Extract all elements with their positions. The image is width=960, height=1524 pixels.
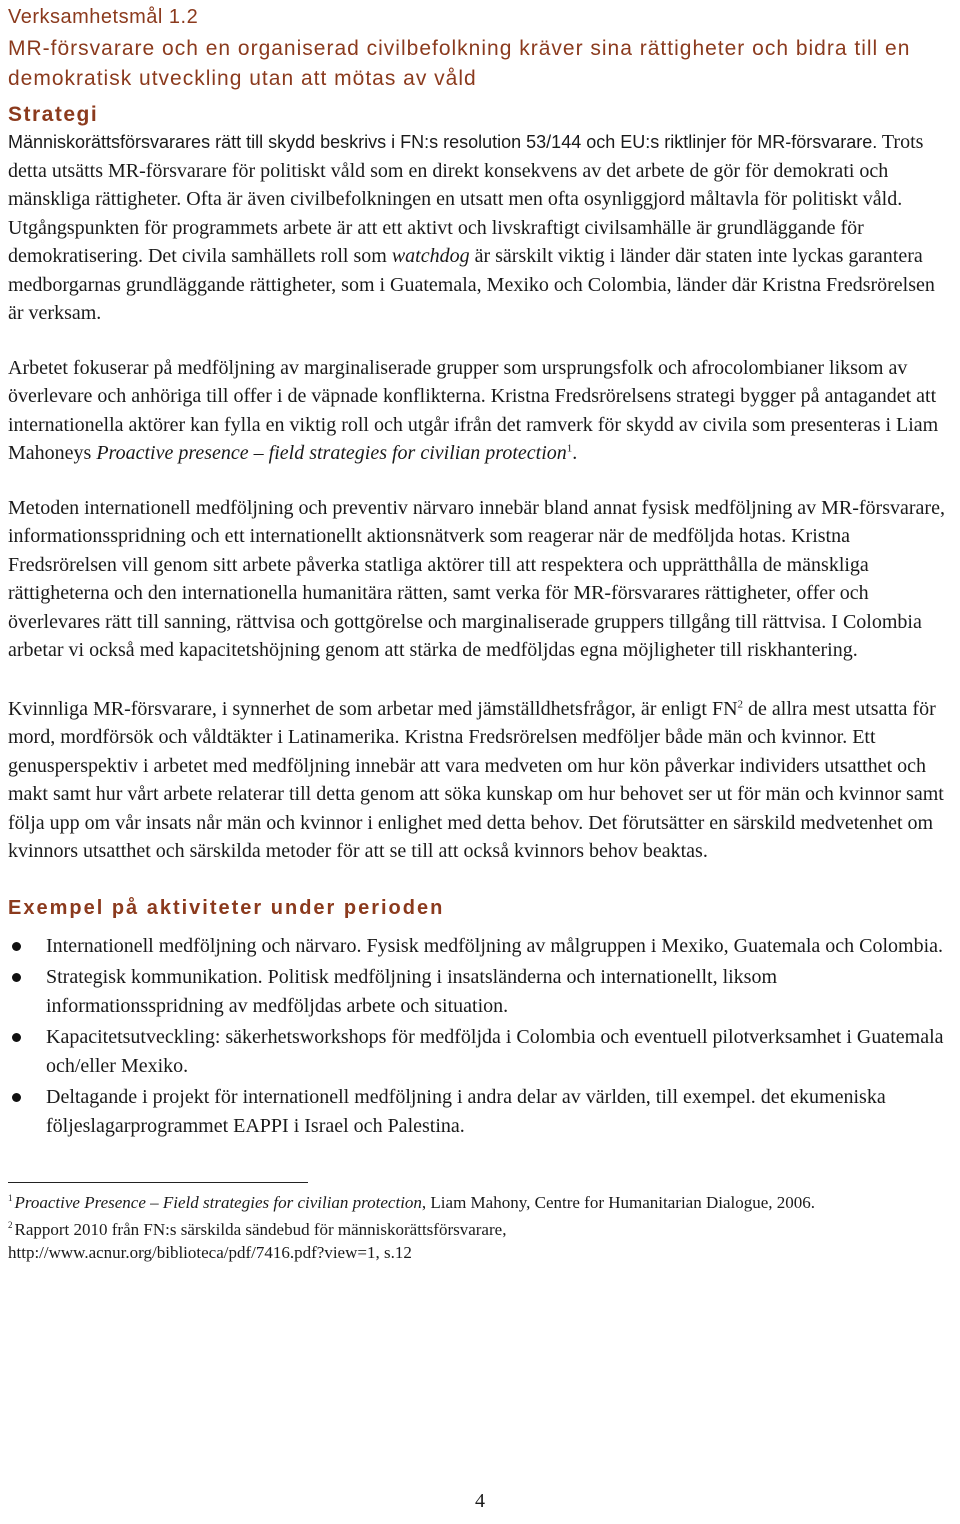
section-kicker: Verksamhetsmål 1.2	[8, 6, 199, 28]
footnote-2-text: Rapport 2010 från FN:s särskilda sändebud för människorättsförsvarare,	[14, 1220, 507, 1239]
strategy-p1-text-b: är särskilt viktig i länder där staten inte lyckas garantera medborgarnas grundläggande rättigheter, som i Guatemala, Mexiko och Colombia, länder där Kristna Fredsrörelsen är verksam.	[8, 245, 935, 324]
bullet-icon	[12, 942, 21, 951]
footnote-1-source: , Liam Mahony, Centre for Humanitarian Dialogue, 2006.	[421, 1193, 816, 1212]
footnote-ref-1[interactable]: 1	[566, 442, 573, 455]
activity-text: Kapacitetsutveckling: säkerhetsworkshops för medföljda i Colombia och eventuell pilotverksamhet i Guatemala och/eller Mexiko.	[46, 1026, 944, 1077]
list-item	[8, 963, 952, 1020]
footnote-2-url[interactable]: http://www.acnur.org/biblioteca/pdf/7416.pdf?view=1,	[8, 1243, 380, 1262]
goal-title: MR-försvarare och en organiserad civilbefolkning kräver sina rättigheter och bidra till en demokratisk utveckling utan att mötas av våld	[8, 37, 911, 90]
page-number: 4	[475, 1490, 485, 1512]
activity-text: Strategisk kommunikation. Politisk medföljning i insatsländerna och internationellt, liksom informationsspridning av medföljdas arbete och situation.	[46, 966, 778, 1017]
strategy-paragraph-1	[8, 128, 952, 328]
strategy-paragraph-3: Metoden internationell medföljning och preventiv närvaro innebär bland annat fysisk medföljning av MR-försvarare, informationsspridning och ett internationellt aktionsnätverk som reagerar när de medföljda hotas. Kristna Fredsrörelsen vill genom sitt arbete påverka statliga aktörer till att respektera och upprätthålla de mänskliga rättigheterna och den internationella humanitära rätten, samt verka för MR-försvarares rättigheter, offer och överlevares rätt till sanning, rättvisa och gottgörelse och marginaliserade gruppers tillgång till rättvisa. I Colombia arbetar vi också med kapacitetshöjning genom att stärka de medföljdas egna möjligheter till riskhantering.	[8, 496, 945, 661]
book-title-reference: Proactive presence – field strategies for civilian protection	[96, 442, 567, 464]
document-page	[8, 0, 952, 1268]
footnote-2	[8, 1218, 952, 1264]
activity-text: Internationell medföljning och närvaro. Fysisk medföljning av målgruppen i Mexiko, Guatemala och Colombia.	[46, 934, 944, 957]
list-item	[8, 932, 952, 961]
strategy-p1-text-a: Trots detta utsätts MR-försvarare för politiskt våld som en direkt konsekvens av det arbete de gör för demokrati och mänskliga rättigheter. Ofta är även civilbefolkningen en utsatt men ofta osynliggjord måltavla för politiskt våld. Utgångspunkten för programmets arbete är att ett aktivt och livskraftigt civilsamhälle är grundläggande för demokratisering. Det civila samhällets roll som	[8, 131, 924, 267]
footnote-ref-2[interactable]: 2	[737, 697, 744, 710]
footnote-divider	[8, 1182, 308, 1183]
bullet-icon	[12, 1093, 21, 1102]
list-item	[8, 1023, 952, 1080]
strategy-p2-text: Arbetet fokuserar på medföljning av marginaliserade grupper som ursprungsfolk och afrocolombianer liksom av överlevare och anhöriga till offer i de väpnade konflikterna. Kristna Fredsrörelsens strategi bygger på antagandet att internationella aktörer kan fylla en viktig roll och utgår ifrån det ramverk för skydd av civila som presenteras i Liam Mahoneys	[8, 356, 939, 464]
strategy-paragraph-2	[8, 354, 952, 468]
strategy-lead-sentence: Människorättsförsvarares rätt till skydd beskrivs i FN:s resolution 53/144 och EU:s riktlinjer för MR-försvarare.	[8, 132, 878, 152]
bullet-icon	[12, 1033, 21, 1042]
activities-list	[8, 932, 952, 1141]
bullet-icon	[12, 973, 21, 982]
strategy-heading: Strategi	[8, 103, 99, 126]
watchdog-term: watchdog	[391, 245, 470, 267]
activities-heading: Exempel på aktiviteter under perioden	[8, 896, 445, 919]
list-item	[8, 1083, 952, 1140]
footnote-1-number: 1	[8, 1193, 13, 1204]
footnote-1	[8, 1191, 952, 1214]
strategy-p4-text-b: de allra mest utsatta för mord, mordförsök och våldtäkter i Latinamerika. Kristna Fredsrörelsen medföljer både män och kvinnor. Ett genusperspektiv i arbetet med medföljning innebär att vara medveten om hur kön påverkar individers utsatthet och makt samt hur vårt arbete relaterar till detta genom att söka kunskap om hur behovet ser ut för män och kvinnor samt följa upp om vår insats når män och kvinnor i enlighet med detta behov. Det förutsätter en särskild medvetenhet om kvinnors utsatthet och särskilda metoder för att se till att också kvinnors behov beaktas.	[8, 697, 944, 862]
footnote-1-title: Proactive Presence – Field strategies for civilian protection	[14, 1193, 422, 1212]
strategy-paragraph-4	[8, 695, 952, 866]
footnote-2-page: s.12	[379, 1243, 412, 1262]
strategy-p2-end: .	[572, 442, 578, 464]
strategy-p4-text-a: Kvinnliga MR-försvarare, i synnerhet de som arbetar med jämställdhetsfrågor, är enligt FN	[8, 697, 738, 720]
footnote-2-number: 2	[8, 1220, 13, 1231]
activity-text: Deltagande i projekt för internationell medföljning i andra delar av världen, till exempel. det ekumeniska följeslagarprogrammet EAPPI i Israel och Palestina.	[46, 1086, 886, 1137]
